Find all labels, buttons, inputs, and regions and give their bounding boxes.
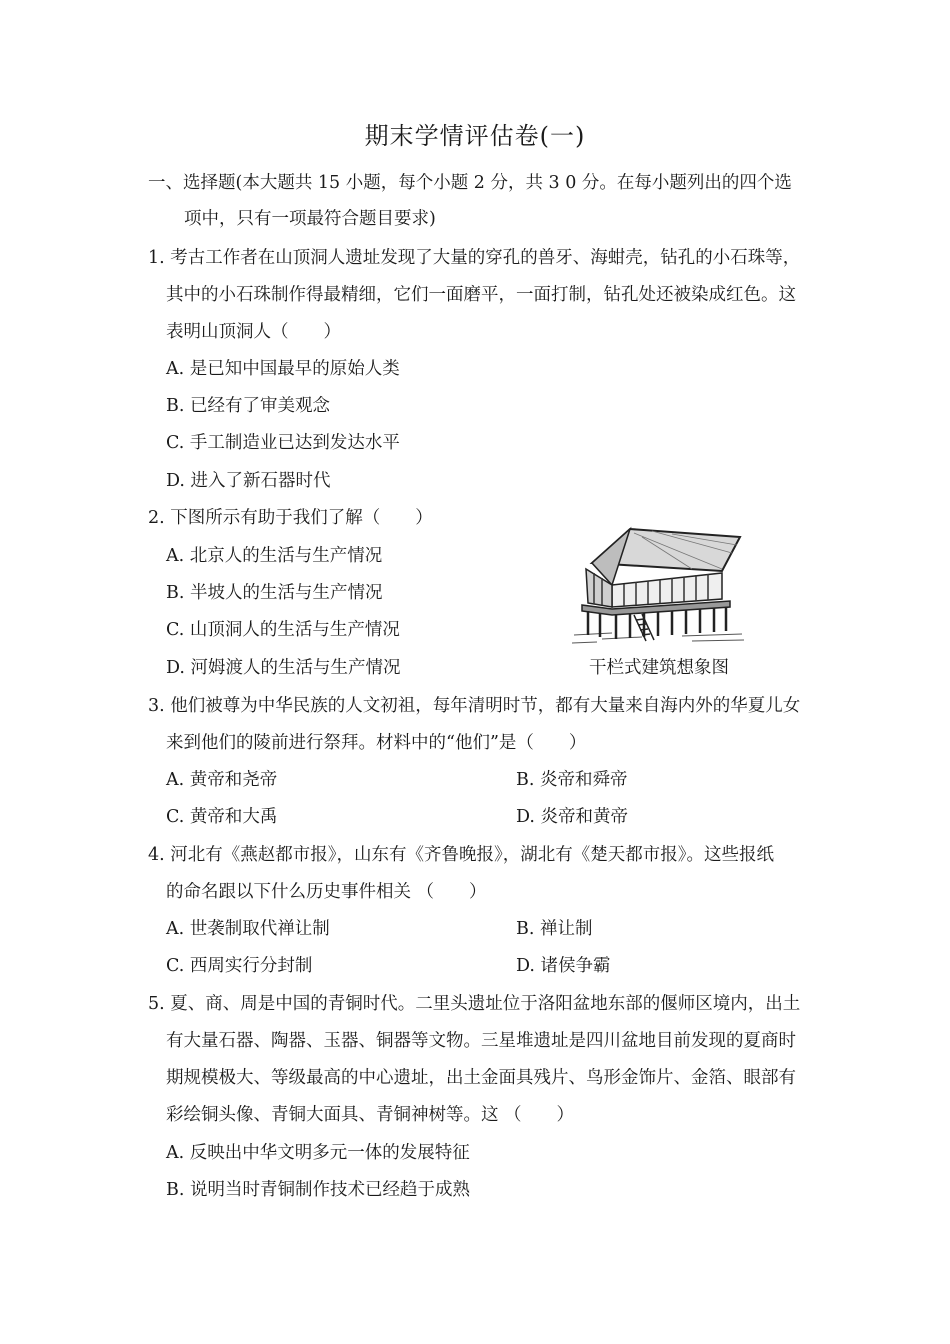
option-a[interactable]: A. 反映出中华文明多元一体的发展特征 xyxy=(166,1143,470,1163)
question-stem: 有大量石器、陶器、玉器、铜器等文物。三星堆遗址是四川盆地目前发现的夏商时 xyxy=(166,1031,796,1051)
question-stem: 期规模极大、等级最高的中心遗址，出土金面具残片、鸟形金饰片、金箔、眼部有 xyxy=(166,1068,796,1088)
option-d[interactable]: D. 炎帝和黄帝 xyxy=(516,807,629,827)
option-a[interactable]: A. 北京人的生活与生产情况 xyxy=(166,546,383,566)
option-b[interactable]: B. 已经有了审美观念 xyxy=(166,396,330,416)
stilt-house-figure xyxy=(572,523,746,649)
option-d[interactable]: D. 河姆渡人的生活与生产情况 xyxy=(166,658,401,678)
option-a[interactable]: A. 世袭制取代禅让制 xyxy=(166,919,330,939)
question-stem: 1. 考古工作者在山顶洞人遗址发现了大量的穿孔的兽牙、海蚶壳，钻孔的小石珠等， xyxy=(148,248,801,268)
option-a[interactable]: A. 黄帝和尧帝 xyxy=(166,770,278,790)
figure-caption: 干栏式建筑想象图 xyxy=(589,658,729,678)
option-c[interactable]: C. 黄帝和大禹 xyxy=(166,807,278,827)
question-stem: 5. 夏、商、周是中国的青铜时代。二里头遗址位于洛阳盆地东部的偃师区境内，出土 xyxy=(148,994,801,1014)
question-stem: 3. 他们被尊为中华民族的人文初祖，每年清明时节，都有大量来自海内外的华夏儿女 xyxy=(148,696,801,716)
question-stem: 来到他们的陵前进行祭拜。材料中的“他们”是（ ） xyxy=(166,733,587,753)
option-b[interactable]: B. 炎帝和舜帝 xyxy=(516,770,628,790)
section-heading: 一、选择题(本大题共 15 小题，每个小题 2 分，共 3 0 分。在每小题列出的四个选 xyxy=(148,173,792,193)
option-d[interactable]: D. 进入了新石器时代 xyxy=(166,471,331,491)
question-stem: 表明山顶洞人（ ） xyxy=(166,322,341,342)
question-stem: 4. 河北有《燕赵都市报》，山东有《齐鲁晚报》，湖北有《楚天都市报》。这些报纸 xyxy=(148,845,775,865)
option-c[interactable]: C. 山顶洞人的生活与生产情况 xyxy=(166,620,400,640)
option-d[interactable]: D. 诸侯争霸 xyxy=(516,956,611,976)
question-stem: 其中的小石珠制作得最精细，它们一面磨平，一面打制，钻孔处还被染成红色。这 xyxy=(166,285,796,305)
option-c[interactable]: C. 手工制造业已达到发达水平 xyxy=(166,433,400,453)
option-b[interactable]: B. 半坡人的生活与生产情况 xyxy=(166,583,383,603)
question-stem: 2. 下图所示有助于我们了解（ ） xyxy=(148,508,433,528)
option-b[interactable]: B. 禅让制 xyxy=(516,919,593,939)
option-a[interactable]: A. 是已知中国最早的原始人类 xyxy=(166,359,400,379)
page-title: 期末学情评估卷(一) xyxy=(364,122,586,150)
question-stem: 彩绘铜头像、青铜大面具、青铜神树等。这 （ ） xyxy=(166,1105,575,1125)
question-stem: 的命名跟以下什么历史事件相关 （ ） xyxy=(166,882,487,902)
section-heading-cont: 项中，只有一项最符合题目要求) xyxy=(184,209,436,229)
option-c[interactable]: C. 西周实行分封制 xyxy=(166,956,313,976)
option-b[interactable]: B. 说明当时青铜制作技术已经趋于成熟 xyxy=(166,1180,470,1200)
